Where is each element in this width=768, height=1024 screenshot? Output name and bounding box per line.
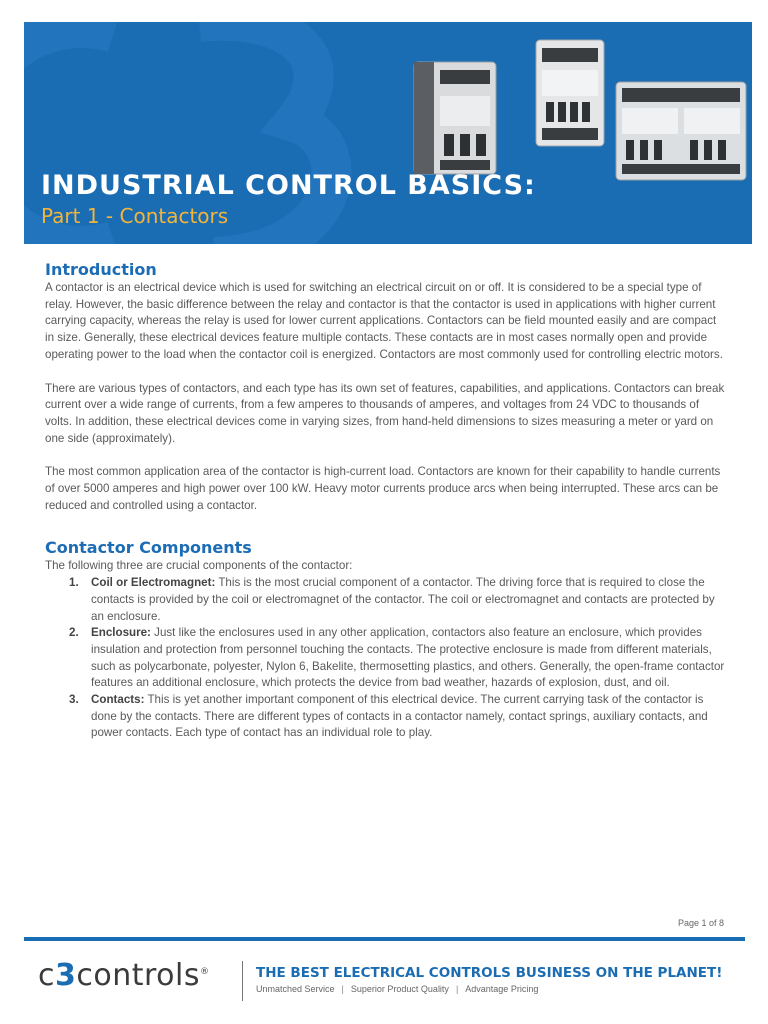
c3controls-logo: c3controls® (38, 958, 210, 993)
list-item (45, 575, 725, 625)
list-item (45, 625, 725, 692)
footer-tagline: THE BEST ELECTRICAL CONTROLS BUSINESS ON THE PLANET! (256, 965, 723, 981)
page-subtitle: Part 1 - Contactors (41, 204, 229, 228)
document-body (45, 259, 725, 742)
contactor-products-image (408, 34, 752, 184)
intro-paragraph-3: The most common application area of the contactor is high-current load. Contactors are known for their capability to handle currents of over 5000 amperes and high power over 100 kW. Heavy motor currents produce arcs when being interrupted. These arcs can be reduced and controlled using a contactor. (45, 465, 721, 512)
header-banner (24, 22, 752, 244)
benefit-quality: Superior Product Quality (350, 984, 449, 994)
intro-paragraph-1: A contactor is an electrical device which is used for switching an electrical circuit on or off. It is considered to be a special type of relay. However, the basic difference between the relay and contactor is that the contactor is used in applications with higher current carrying capacity, whereas the relay is used for lower current applications. Contactors can be field mounted easily and are compact in size. Generally, these electrical devices feature multiple contacts. These contacts are in most cases normally open and provide operating power to the load when the contactor coil is energized. Contactors are most commonly used for controlling electric motors. (45, 281, 723, 361)
list-number: 1. (69, 576, 79, 590)
benefit-service: Unmatched Service (256, 984, 335, 994)
list-term: Coil or Electromagnet: (91, 576, 216, 590)
intro-paragraph-2: There are various types of contactors, and each type has its own set of features, capabilities, and applications. Contactors can break current over a wide range of currents, from a few amperes to thousands of amperes, and voltages from 24 VDC to thousands of volts. In addition, these electrical devices come in varying sizes, from hand-held dimensions to sizes measuring a meter or yard on one side (approximately). (45, 381, 725, 445)
list-text: Just like the enclosures used in any other application, contactors also feature an enclosure, which provides insulation and protection from personnel touching the contacts. The protective enclosure is made from different materials, such as polycarbonate, polyester, Nylon 6, Bakelite, thermosetting plastics, and others. Generally, the open-frame contactor features an additional enclosure, which protects the device from bad weather, hazards of explosion, dust, and oil. (91, 626, 725, 690)
list-text: This is the most crucial component of a contactor. The driving force that is required to close the contacts is provided by the coil or electromagnet of the contactor. The coil or electromagnet and contacts are protected by an enclosure. (91, 576, 715, 623)
footer-rule (24, 937, 745, 941)
footer-divider (242, 961, 243, 1001)
benefit-pricing: Advantage Pricing (465, 984, 539, 994)
list-term: Contacts: (91, 693, 145, 707)
page-title: INDUSTRIAL CONTROL BASICS: (41, 170, 536, 201)
list-number: 2. (69, 626, 79, 640)
introduction-heading: Introduction (45, 260, 157, 279)
list-number: 3. (69, 693, 79, 707)
list-item (45, 692, 725, 742)
list-text: This is yet another important component of this electrical device. The current carrying task of the contactor is done by the contacts. There are different types of contacts in a contactor namely, contact springs, auxiliary contacts, and power contacts. Each type of contact has an individual role to play. (91, 693, 708, 740)
components-list (45, 575, 725, 742)
list-term: Enclosure: (91, 626, 151, 640)
page-number: Page 1 of 8 (677, 918, 724, 928)
components-heading: Contactor Components (45, 538, 252, 558)
components-lead: The following three are crucial components of the contactor: (45, 559, 353, 573)
footer-benefits: Unmatched Service | Superior Product Quality | Advantage Pricing (256, 984, 539, 994)
